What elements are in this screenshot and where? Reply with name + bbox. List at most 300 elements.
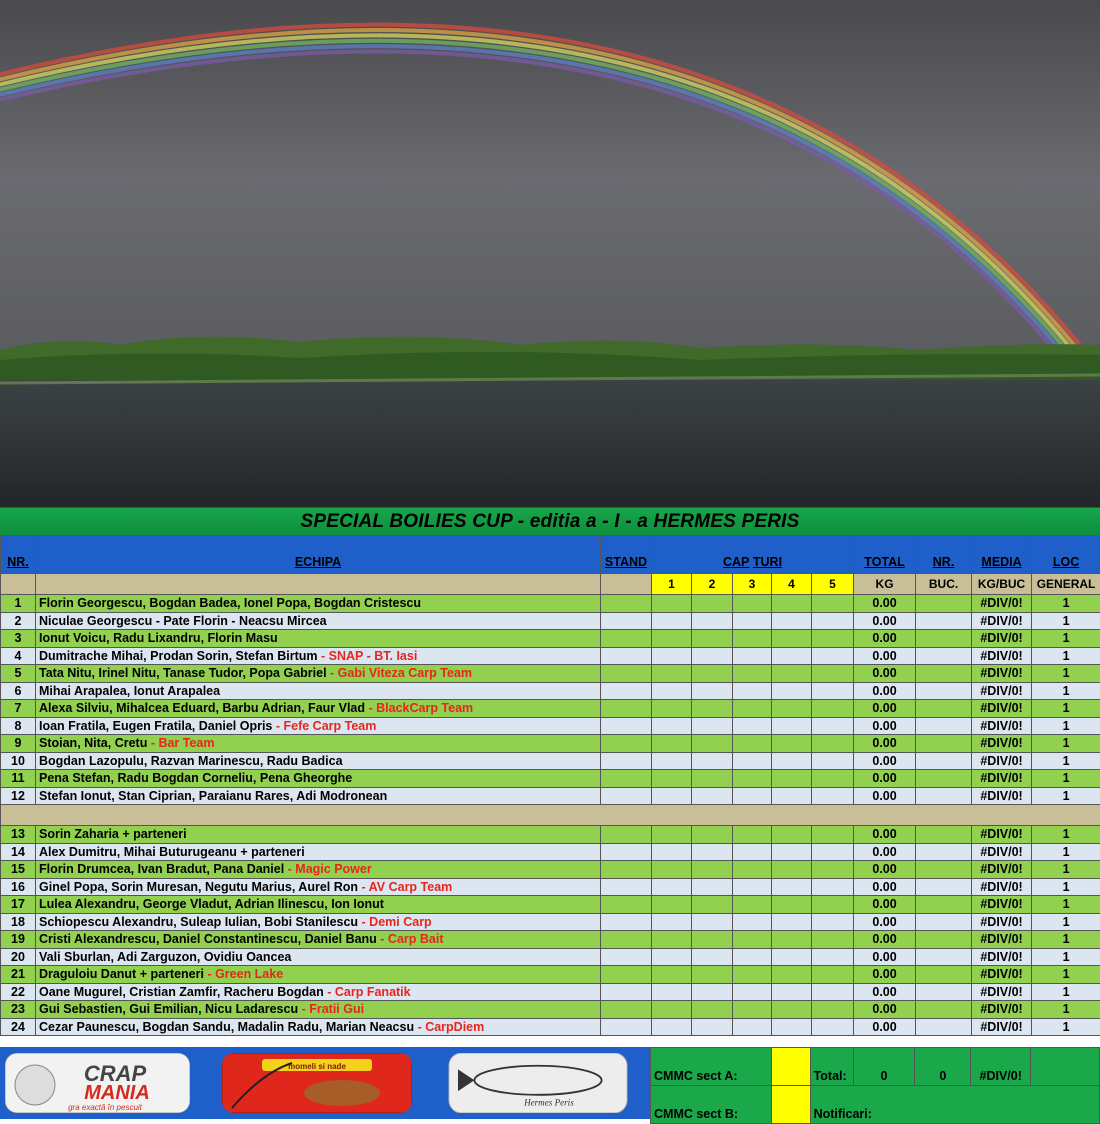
media-cell[interactable]: #DIV/0! bbox=[972, 665, 1032, 683]
nr-buc-cell[interactable] bbox=[916, 717, 972, 735]
media-cell[interactable]: #DIV/0! bbox=[972, 826, 1032, 844]
round-5-cell[interactable] bbox=[812, 630, 854, 648]
team-name[interactable] bbox=[36, 913, 601, 931]
nr-buc-cell[interactable] bbox=[916, 682, 972, 700]
nr-buc-cell[interactable] bbox=[916, 843, 972, 861]
round-2-cell[interactable] bbox=[692, 931, 733, 949]
round-3-cell[interactable] bbox=[733, 948, 772, 966]
round-4-cell[interactable] bbox=[772, 826, 812, 844]
media-cell[interactable]: #DIV/0! bbox=[972, 913, 1032, 931]
round-1-cell[interactable] bbox=[652, 612, 692, 630]
loc-cell[interactable]: 1 bbox=[1032, 826, 1100, 844]
total-kg-cell[interactable]: 0.00 bbox=[854, 682, 916, 700]
col-echipa-header[interactable]: ECHIPA bbox=[36, 536, 601, 574]
loc-cell[interactable]: 1 bbox=[1032, 983, 1100, 1001]
media-cell[interactable]: #DIV/0! bbox=[972, 983, 1032, 1001]
team-name[interactable] bbox=[36, 647, 601, 665]
round-5-cell[interactable] bbox=[812, 595, 854, 613]
cmmc-sect-a-value[interactable] bbox=[771, 1048, 810, 1086]
col-stand-header[interactable]: STAND bbox=[601, 536, 652, 574]
round-3-cell[interactable] bbox=[733, 931, 772, 949]
team-nr[interactable]: 10 bbox=[1, 752, 36, 770]
round-5-cell[interactable] bbox=[812, 896, 854, 914]
round-1-cell[interactable] bbox=[652, 770, 692, 788]
team-name[interactable] bbox=[36, 983, 601, 1001]
loc-cell[interactable]: 1 bbox=[1032, 931, 1100, 949]
media-cell[interactable]: #DIV/0! bbox=[972, 843, 1032, 861]
round-1-cell[interactable] bbox=[652, 861, 692, 879]
round-1-cell[interactable] bbox=[652, 595, 692, 613]
round-4-cell[interactable] bbox=[772, 770, 812, 788]
team-nr[interactable]: 4 bbox=[1, 647, 36, 665]
team-name[interactable] bbox=[36, 966, 601, 984]
round-5-cell[interactable] bbox=[812, 826, 854, 844]
round-5-cell[interactable] bbox=[812, 787, 854, 805]
round-3-cell[interactable] bbox=[733, 630, 772, 648]
round-2-cell[interactable] bbox=[692, 665, 733, 683]
total-kg-cell[interactable]: 0.00 bbox=[854, 861, 916, 879]
loc-cell[interactable]: 1 bbox=[1032, 647, 1100, 665]
team-nr[interactable]: 21 bbox=[1, 966, 36, 984]
round-5-cell[interactable] bbox=[812, 700, 854, 718]
total-kg-cell[interactable]: 0.00 bbox=[854, 647, 916, 665]
stand-cell[interactable] bbox=[601, 1001, 652, 1019]
stand-cell[interactable] bbox=[601, 595, 652, 613]
round-4-cell[interactable] bbox=[772, 948, 812, 966]
team-nr[interactable]: 2 bbox=[1, 612, 36, 630]
loc-cell[interactable]: 1 bbox=[1032, 966, 1100, 984]
round-2-cell[interactable] bbox=[692, 861, 733, 879]
stand-cell[interactable] bbox=[601, 700, 652, 718]
team-name[interactable] bbox=[36, 878, 601, 896]
total-kg-cell[interactable]: 0.00 bbox=[854, 595, 916, 613]
round-4-cell[interactable] bbox=[772, 983, 812, 1001]
nr-buc-cell[interactable] bbox=[916, 787, 972, 805]
stand-cell[interactable] bbox=[601, 735, 652, 753]
round-1-cell[interactable] bbox=[652, 647, 692, 665]
col-loc-header[interactable]: LOC bbox=[1032, 536, 1100, 574]
nr-buc-cell[interactable] bbox=[916, 612, 972, 630]
round-5-cell[interactable] bbox=[812, 913, 854, 931]
round-3-cell[interactable] bbox=[733, 665, 772, 683]
stand-cell[interactable] bbox=[601, 630, 652, 648]
media-cell[interactable]: #DIV/0! bbox=[972, 1018, 1032, 1036]
loc-cell[interactable]: 1 bbox=[1032, 717, 1100, 735]
total-kg-cell[interactable]: 0.00 bbox=[854, 913, 916, 931]
media-cell[interactable]: #DIV/0! bbox=[972, 735, 1032, 753]
team-name[interactable] bbox=[36, 682, 601, 700]
round-2-cell[interactable] bbox=[692, 787, 733, 805]
nr-buc-cell[interactable] bbox=[916, 1018, 972, 1036]
total-kg-cell[interactable]: 0.00 bbox=[854, 948, 916, 966]
nr-buc-cell[interactable] bbox=[916, 595, 972, 613]
round-1-cell[interactable] bbox=[652, 878, 692, 896]
total-kg-cell[interactable]: 0.00 bbox=[854, 966, 916, 984]
round-3-cell[interactable] bbox=[733, 913, 772, 931]
loc-cell[interactable]: 1 bbox=[1032, 878, 1100, 896]
nr-buc-cell[interactable] bbox=[916, 647, 972, 665]
crap-mania-logo[interactable] bbox=[5, 1053, 190, 1113]
round-4-cell[interactable] bbox=[772, 913, 812, 931]
nr-buc-cell[interactable] bbox=[916, 966, 972, 984]
round-1-cell[interactable] bbox=[652, 896, 692, 914]
stand-cell[interactable] bbox=[601, 717, 652, 735]
stand-cell[interactable] bbox=[601, 682, 652, 700]
round-2-cell[interactable] bbox=[692, 770, 733, 788]
media-cell[interactable]: #DIV/0! bbox=[972, 682, 1032, 700]
round-4-cell[interactable] bbox=[772, 1018, 812, 1036]
team-name[interactable] bbox=[36, 787, 601, 805]
loc-cell[interactable]: 1 bbox=[1032, 861, 1100, 879]
round-5-cell[interactable] bbox=[812, 861, 854, 879]
round-1-cell[interactable] bbox=[652, 665, 692, 683]
round-2-cell[interactable] bbox=[692, 826, 733, 844]
media-cell[interactable]: #DIV/0! bbox=[972, 700, 1032, 718]
team-nr[interactable]: 17 bbox=[1, 896, 36, 914]
team-nr[interactable]: 3 bbox=[1, 630, 36, 648]
round-5-cell[interactable] bbox=[812, 717, 854, 735]
stand-cell[interactable] bbox=[601, 983, 652, 1001]
team-nr[interactable]: 11 bbox=[1, 770, 36, 788]
team-nr[interactable]: 9 bbox=[1, 735, 36, 753]
round-4-cell[interactable] bbox=[772, 700, 812, 718]
round-3-cell[interactable] bbox=[733, 735, 772, 753]
col-nr-buc-header[interactable]: NR. bbox=[916, 536, 972, 574]
media-cell[interactable]: #DIV/0! bbox=[972, 752, 1032, 770]
round-4-cell[interactable] bbox=[772, 752, 812, 770]
total-kg-cell[interactable]: 0.00 bbox=[854, 896, 916, 914]
round-2-cell[interactable] bbox=[692, 647, 733, 665]
nr-buc-cell[interactable] bbox=[916, 948, 972, 966]
round-5-cell[interactable] bbox=[812, 948, 854, 966]
round-4-cell[interactable] bbox=[772, 665, 812, 683]
round-4-cell[interactable] bbox=[772, 931, 812, 949]
total-kg-cell[interactable]: 0.00 bbox=[854, 826, 916, 844]
team-name[interactable] bbox=[36, 700, 601, 718]
round-4-cell[interactable] bbox=[772, 787, 812, 805]
stand-cell[interactable] bbox=[601, 1018, 652, 1036]
round-4-cell[interactable] bbox=[772, 717, 812, 735]
team-nr[interactable]: 15 bbox=[1, 861, 36, 879]
round-2-cell[interactable] bbox=[692, 896, 733, 914]
round-3-cell[interactable] bbox=[733, 1001, 772, 1019]
total-kg-cell[interactable]: 0.00 bbox=[854, 630, 916, 648]
col-media-header[interactable]: MEDIA bbox=[972, 536, 1032, 574]
team-nr[interactable]: 19 bbox=[1, 931, 36, 949]
media-cell[interactable]: #DIV/0! bbox=[972, 787, 1032, 805]
round-2-cell[interactable] bbox=[692, 595, 733, 613]
media-cell[interactable]: #DIV/0! bbox=[972, 966, 1032, 984]
nr-buc-cell[interactable] bbox=[916, 630, 972, 648]
round-4-cell[interactable] bbox=[772, 612, 812, 630]
round-2-cell[interactable] bbox=[692, 612, 733, 630]
round-3-cell[interactable] bbox=[733, 682, 772, 700]
round-4-cell[interactable] bbox=[772, 966, 812, 984]
loc-cell[interactable]: 1 bbox=[1032, 913, 1100, 931]
round-4-cell[interactable] bbox=[772, 630, 812, 648]
nr-buc-cell[interactable] bbox=[916, 826, 972, 844]
total-kg-cell[interactable]: 0.00 bbox=[854, 1001, 916, 1019]
nr-buc-cell[interactable] bbox=[916, 665, 972, 683]
team-name[interactable] bbox=[36, 752, 601, 770]
round-1-cell[interactable] bbox=[652, 843, 692, 861]
loc-cell[interactable]: 1 bbox=[1032, 630, 1100, 648]
stand-cell[interactable] bbox=[601, 787, 652, 805]
media-cell[interactable]: #DIV/0! bbox=[972, 948, 1032, 966]
round-3-cell[interactable] bbox=[733, 826, 772, 844]
total-kg-cell[interactable]: 0.00 bbox=[854, 983, 916, 1001]
media-cell[interactable]: #DIV/0! bbox=[972, 1001, 1032, 1019]
loc-cell[interactable]: 1 bbox=[1032, 752, 1100, 770]
total-kg-cell[interactable]: 0.00 bbox=[854, 665, 916, 683]
total-kg-cell[interactable]: 0.00 bbox=[854, 931, 916, 949]
round-3-cell[interactable] bbox=[733, 861, 772, 879]
round-3-cell[interactable] bbox=[733, 612, 772, 630]
nr-buc-cell[interactable] bbox=[916, 983, 972, 1001]
total-kg-cell[interactable]: 0.00 bbox=[854, 787, 916, 805]
loc-cell[interactable]: 1 bbox=[1032, 1001, 1100, 1019]
team-nr[interactable]: 5 bbox=[1, 665, 36, 683]
round-4-cell[interactable] bbox=[772, 1001, 812, 1019]
round-4-cell[interactable] bbox=[772, 843, 812, 861]
round-5-cell[interactable] bbox=[812, 665, 854, 683]
media-cell[interactable]: #DIV/0! bbox=[972, 896, 1032, 914]
team-nr[interactable]: 24 bbox=[1, 1018, 36, 1036]
stand-cell[interactable] bbox=[601, 612, 652, 630]
round-5-cell[interactable] bbox=[812, 752, 854, 770]
round-2-cell[interactable] bbox=[692, 913, 733, 931]
total-kg-cell[interactable]: 0.00 bbox=[854, 612, 916, 630]
stand-cell[interactable] bbox=[601, 647, 652, 665]
col-nr-header[interactable]: NR. bbox=[1, 536, 36, 574]
nr-buc-cell[interactable] bbox=[916, 752, 972, 770]
stand-cell[interactable] bbox=[601, 826, 652, 844]
round-1-cell[interactable] bbox=[652, 700, 692, 718]
round-5-cell[interactable] bbox=[812, 966, 854, 984]
nr-buc-cell[interactable] bbox=[916, 931, 972, 949]
media-cell[interactable]: #DIV/0! bbox=[972, 647, 1032, 665]
media-cell[interactable]: #DIV/0! bbox=[972, 861, 1032, 879]
round-3-cell[interactable] bbox=[733, 770, 772, 788]
round-2-cell[interactable] bbox=[692, 983, 733, 1001]
media-cell[interactable]: #DIV/0! bbox=[972, 717, 1032, 735]
round-3-cell[interactable] bbox=[733, 896, 772, 914]
round-2-cell[interactable] bbox=[692, 966, 733, 984]
nr-buc-cell[interactable] bbox=[916, 770, 972, 788]
team-nr[interactable]: 23 bbox=[1, 1001, 36, 1019]
stand-cell[interactable] bbox=[601, 861, 652, 879]
team-nr[interactable]: 18 bbox=[1, 913, 36, 931]
round-2-cell[interactable] bbox=[692, 878, 733, 896]
round-3-cell[interactable] bbox=[733, 843, 772, 861]
stand-cell[interactable] bbox=[601, 665, 652, 683]
nr-buc-cell[interactable] bbox=[916, 735, 972, 753]
nr-buc-cell[interactable] bbox=[916, 896, 972, 914]
nr-buc-cell[interactable] bbox=[916, 878, 972, 896]
round-4-cell[interactable] bbox=[772, 595, 812, 613]
total-kg-cell[interactable]: 0.00 bbox=[854, 700, 916, 718]
round-2-cell[interactable] bbox=[692, 843, 733, 861]
round-1-cell[interactable] bbox=[652, 913, 692, 931]
stand-cell[interactable] bbox=[601, 931, 652, 949]
round-1-cell[interactable] bbox=[652, 787, 692, 805]
round-1-cell[interactable] bbox=[652, 1018, 692, 1036]
round-5-cell[interactable] bbox=[812, 1001, 854, 1019]
loc-cell[interactable]: 1 bbox=[1032, 896, 1100, 914]
media-cell[interactable]: #DIV/0! bbox=[972, 630, 1032, 648]
team-name[interactable] bbox=[36, 843, 601, 861]
round-5-cell[interactable] bbox=[812, 735, 854, 753]
round-2-cell[interactable] bbox=[692, 735, 733, 753]
total-kg-cell[interactable]: 0.00 bbox=[854, 843, 916, 861]
team-name[interactable] bbox=[36, 595, 601, 613]
round-1-cell[interactable] bbox=[652, 717, 692, 735]
stand-cell[interactable] bbox=[601, 896, 652, 914]
stand-cell[interactable] bbox=[601, 913, 652, 931]
total-kg-cell[interactable]: 0.00 bbox=[854, 1018, 916, 1036]
loc-cell[interactable]: 1 bbox=[1032, 770, 1100, 788]
loc-cell[interactable]: 1 bbox=[1032, 735, 1100, 753]
round-5-cell[interactable] bbox=[812, 647, 854, 665]
col-capturi-header[interactable]: CAP TURI bbox=[652, 536, 854, 574]
round-3-cell[interactable] bbox=[733, 966, 772, 984]
round-1-cell[interactable] bbox=[652, 752, 692, 770]
team-nr[interactable]: 7 bbox=[1, 700, 36, 718]
stand-cell[interactable] bbox=[601, 948, 652, 966]
stand-cell[interactable] bbox=[601, 966, 652, 984]
round-3-cell[interactable] bbox=[733, 700, 772, 718]
team-nr[interactable]: 13 bbox=[1, 826, 36, 844]
loc-cell[interactable]: 1 bbox=[1032, 700, 1100, 718]
cmmc-sect-b-value[interactable] bbox=[771, 1086, 810, 1124]
stab-momeli-logo[interactable] bbox=[222, 1053, 412, 1113]
loc-cell[interactable]: 1 bbox=[1032, 612, 1100, 630]
total-kg-cell[interactable]: 0.00 bbox=[854, 717, 916, 735]
media-cell[interactable]: #DIV/0! bbox=[972, 770, 1032, 788]
round-4-cell[interactable] bbox=[772, 682, 812, 700]
media-cell[interactable]: #DIV/0! bbox=[972, 595, 1032, 613]
team-nr[interactable]: 12 bbox=[1, 787, 36, 805]
round-1-cell[interactable] bbox=[652, 1001, 692, 1019]
round-5-cell[interactable] bbox=[812, 770, 854, 788]
round-1-cell[interactable] bbox=[652, 735, 692, 753]
round-1-cell[interactable] bbox=[652, 826, 692, 844]
nr-buc-cell[interactable] bbox=[916, 861, 972, 879]
loc-cell[interactable]: 1 bbox=[1032, 665, 1100, 683]
round-1-cell[interactable] bbox=[652, 966, 692, 984]
round-4-cell[interactable] bbox=[772, 647, 812, 665]
round-1-cell[interactable] bbox=[652, 983, 692, 1001]
team-nr[interactable]: 6 bbox=[1, 682, 36, 700]
loc-cell[interactable]: 1 bbox=[1032, 843, 1100, 861]
round-2-cell[interactable] bbox=[692, 948, 733, 966]
team-name[interactable] bbox=[36, 948, 601, 966]
loc-cell[interactable]: 1 bbox=[1032, 1018, 1100, 1036]
stand-cell[interactable] bbox=[601, 843, 652, 861]
team-nr[interactable]: 14 bbox=[1, 843, 36, 861]
loc-cell[interactable]: 1 bbox=[1032, 682, 1100, 700]
team-name[interactable] bbox=[36, 770, 601, 788]
team-name[interactable] bbox=[36, 826, 601, 844]
round-2-cell[interactable] bbox=[692, 1018, 733, 1036]
round-5-cell[interactable] bbox=[812, 1018, 854, 1036]
round-5-cell[interactable] bbox=[812, 878, 854, 896]
team-name[interactable] bbox=[36, 861, 601, 879]
round-4-cell[interactable] bbox=[772, 861, 812, 879]
round-5-cell[interactable] bbox=[812, 931, 854, 949]
round-1-cell[interactable] bbox=[652, 682, 692, 700]
team-name[interactable] bbox=[36, 896, 601, 914]
stand-cell[interactable] bbox=[601, 752, 652, 770]
team-name[interactable] bbox=[36, 1018, 601, 1036]
round-4-cell[interactable] bbox=[772, 735, 812, 753]
loc-cell[interactable]: 1 bbox=[1032, 948, 1100, 966]
team-name[interactable] bbox=[36, 612, 601, 630]
round-2-cell[interactable] bbox=[692, 630, 733, 648]
round-2-cell[interactable] bbox=[692, 682, 733, 700]
round-3-cell[interactable] bbox=[733, 983, 772, 1001]
round-1-cell[interactable] bbox=[652, 948, 692, 966]
media-cell[interactable]: #DIV/0! bbox=[972, 612, 1032, 630]
team-nr[interactable]: 20 bbox=[1, 948, 36, 966]
loc-cell[interactable]: 1 bbox=[1032, 787, 1100, 805]
team-name[interactable] bbox=[36, 717, 601, 735]
round-2-cell[interactable] bbox=[692, 752, 733, 770]
round-2-cell[interactable] bbox=[692, 717, 733, 735]
round-5-cell[interactable] bbox=[812, 983, 854, 1001]
round-3-cell[interactable] bbox=[733, 717, 772, 735]
team-name[interactable] bbox=[36, 630, 601, 648]
total-kg-cell[interactable]: 0.00 bbox=[854, 878, 916, 896]
total-kg-cell[interactable]: 0.00 bbox=[854, 735, 916, 753]
round-1-cell[interactable] bbox=[652, 630, 692, 648]
hermes-peris-logo[interactable] bbox=[440, 1053, 636, 1113]
team-nr[interactable]: 22 bbox=[1, 983, 36, 1001]
round-2-cell[interactable] bbox=[692, 700, 733, 718]
round-4-cell[interactable] bbox=[772, 896, 812, 914]
round-3-cell[interactable] bbox=[733, 752, 772, 770]
round-3-cell[interactable] bbox=[733, 787, 772, 805]
media-cell[interactable]: #DIV/0! bbox=[972, 931, 1032, 949]
nr-buc-cell[interactable] bbox=[916, 700, 972, 718]
loc-cell[interactable]: 1 bbox=[1032, 595, 1100, 613]
round-3-cell[interactable] bbox=[733, 595, 772, 613]
team-nr[interactable]: 1 bbox=[1, 595, 36, 613]
total-kg-cell[interactable]: 0.00 bbox=[854, 770, 916, 788]
round-5-cell[interactable] bbox=[812, 682, 854, 700]
total-kg-cell[interactable]: 0.00 bbox=[854, 752, 916, 770]
round-3-cell[interactable] bbox=[733, 878, 772, 896]
team-nr[interactable]: 8 bbox=[1, 717, 36, 735]
round-2-cell[interactable] bbox=[692, 1001, 733, 1019]
round-3-cell[interactable] bbox=[733, 647, 772, 665]
team-name[interactable] bbox=[36, 735, 601, 753]
team-nr[interactable]: 16 bbox=[1, 878, 36, 896]
round-4-cell[interactable] bbox=[772, 878, 812, 896]
round-1-cell[interactable] bbox=[652, 931, 692, 949]
round-3-cell[interactable] bbox=[733, 1018, 772, 1036]
stand-cell[interactable] bbox=[601, 770, 652, 788]
round-5-cell[interactable] bbox=[812, 612, 854, 630]
stand-cell[interactable] bbox=[601, 878, 652, 896]
media-cell[interactable]: #DIV/0! bbox=[972, 878, 1032, 896]
nr-buc-cell[interactable] bbox=[916, 913, 972, 931]
nr-buc-cell[interactable] bbox=[916, 1001, 972, 1019]
team-name[interactable] bbox=[36, 665, 601, 683]
team-name[interactable] bbox=[36, 931, 601, 949]
team-name[interactable] bbox=[36, 1001, 601, 1019]
round-5-cell[interactable] bbox=[812, 843, 854, 861]
